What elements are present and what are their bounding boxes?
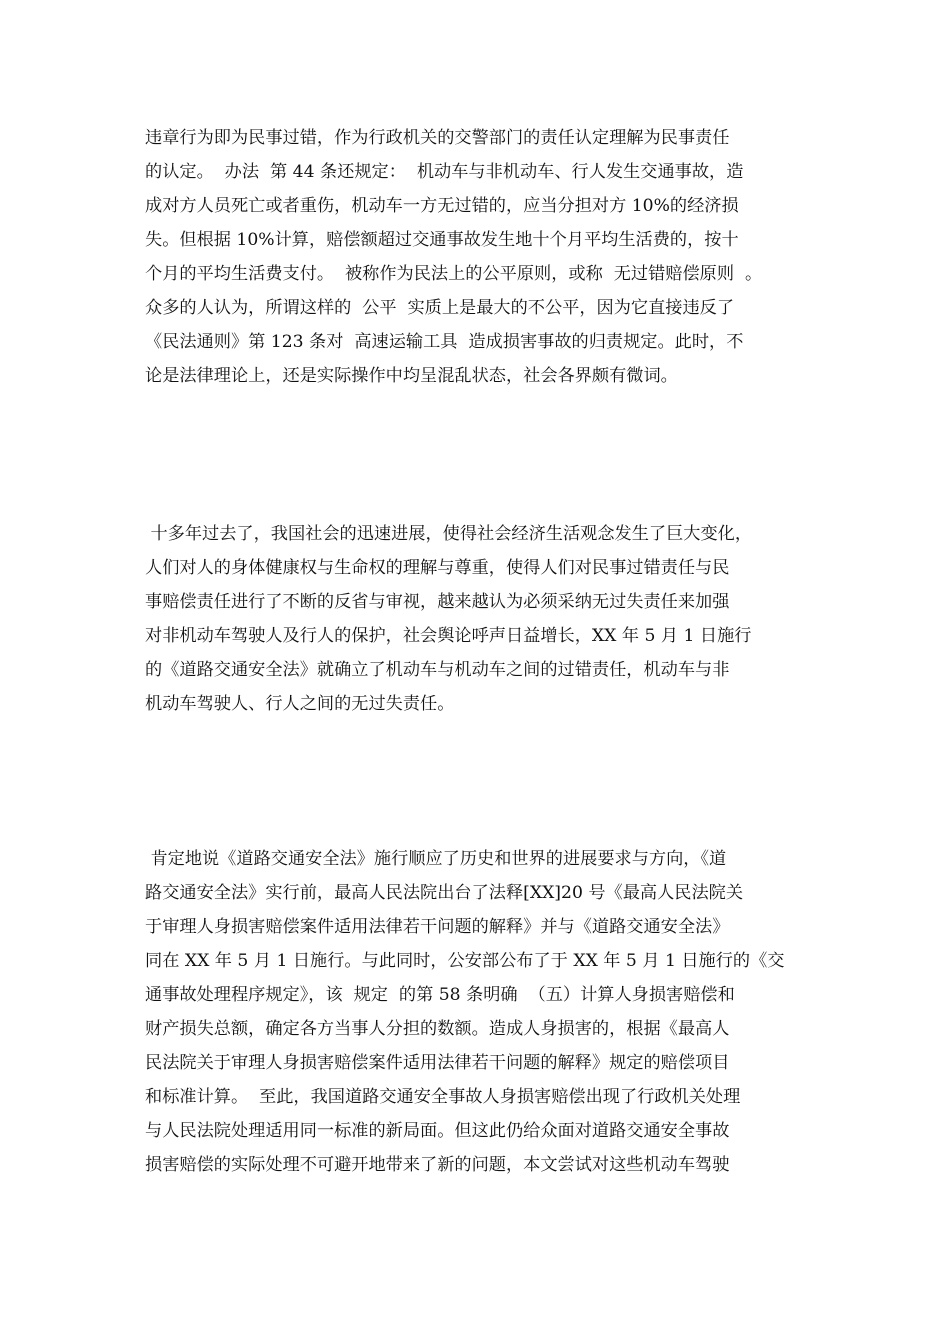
text-line: 财产损失总额，确定各方当事人分担的数额。造成人身损害的，根据《最高人 xyxy=(145,1019,730,1039)
text-line: 通事故处理程序规定》，该 规定 的第 58 条明确 （五）计算人身损害赔偿和 xyxy=(145,985,735,1005)
text-line: 事赔偿责任进行了不断的反省与审视，越来越认为必须采纳无过失责任来加强 xyxy=(145,592,730,612)
text-line: 十多年过去了，我国社会的迅速进展，使得社会经济生活观念发生了巨大变化， xyxy=(145,524,753,544)
text-line: 损害赔偿的实际处理不可避开地带来了新的问题，本文尝试对这些机动车驾驶 xyxy=(145,1155,730,1175)
text-line: 违章行为即为民事过错，作为行政机关的交警部门的责任认定理解为民事责任 xyxy=(145,128,730,148)
text-line: 和标准计算。 至此，我国道路交通安全事故人身损害赔偿出现了行政机关处理 xyxy=(145,1087,741,1107)
text-line: 的认定。 办法 第 44 条还规定： 机动车与非机动车、行人发生交通事故，造 xyxy=(145,162,744,182)
text-line: 机动车驾驶人、行人之间的无过失责任。 xyxy=(145,694,455,714)
text-line: 民法院关于审理人身损害赔偿案件适用法律若干问题的解释》规定的赔偿项目 xyxy=(145,1053,730,1073)
text-line: 个月的平均生活费支付。 被称作为民法上的公平原则，或称 无过错赔偿原则 。 xyxy=(145,264,763,284)
text-line: 《民法通则》第 123 条对 高速运输工具 造成损害事故的归责规定。此时，不 xyxy=(145,332,744,352)
text-line: 同在 XX 年 5 月 1 日施行。与此同时，公安部公布了于 XX 年 5 月 1 日施行的《交 xyxy=(145,951,785,971)
text-line: 失。但根据 10%计算，赔偿额超过交通事故发生地十个月平均生活费的，按十 xyxy=(145,230,739,250)
text-line: 的《道路交通安全法》就确立了机动车与机动车之间的过错责任，机动车与非 xyxy=(145,660,730,680)
text-line: 众多的人认为，所谓这样的 公平 实质上是最大的不公平，因为它直接违反了 xyxy=(145,298,735,318)
text-line: 于审理人身损害赔偿案件适用法律若干问题的解释》并与《道路交通安全法》 xyxy=(145,917,730,937)
paragraph-2 xyxy=(145,517,815,721)
text-line: 人们对人的身体健康权与生命权的理解与尊重，使得人们对民事过错责任与民 xyxy=(145,558,730,578)
text-line: 成对方人员死亡或者重伤，机动车一方无过错的，应当分担对方 10%的经济损 xyxy=(145,196,739,216)
text-line: 论是法律理论上，还是实际操作中均呈混乱状态，社会各界颇有微词。 xyxy=(145,366,678,386)
paragraph-1 xyxy=(145,121,815,393)
text-line: 对非机动车驾驶人及行人的保护，社会舆论呼声日益增长，XX 年 5 月 1 日施行 xyxy=(145,626,752,646)
text-line: 肯定地说《道路交通安全法》施行顺应了历史和世界的进展要求与方向，《道 xyxy=(145,849,727,869)
text-line: 路交通安全法》实行前，最高人民法院出台了法释[XX]20 号《最高人民法院关 xyxy=(145,883,744,903)
paragraph-3 xyxy=(145,842,815,1182)
text-line: 与人民法院处理适用同一标准的新局面。但这此仍给众面对道路交通安全事故 xyxy=(145,1121,730,1141)
